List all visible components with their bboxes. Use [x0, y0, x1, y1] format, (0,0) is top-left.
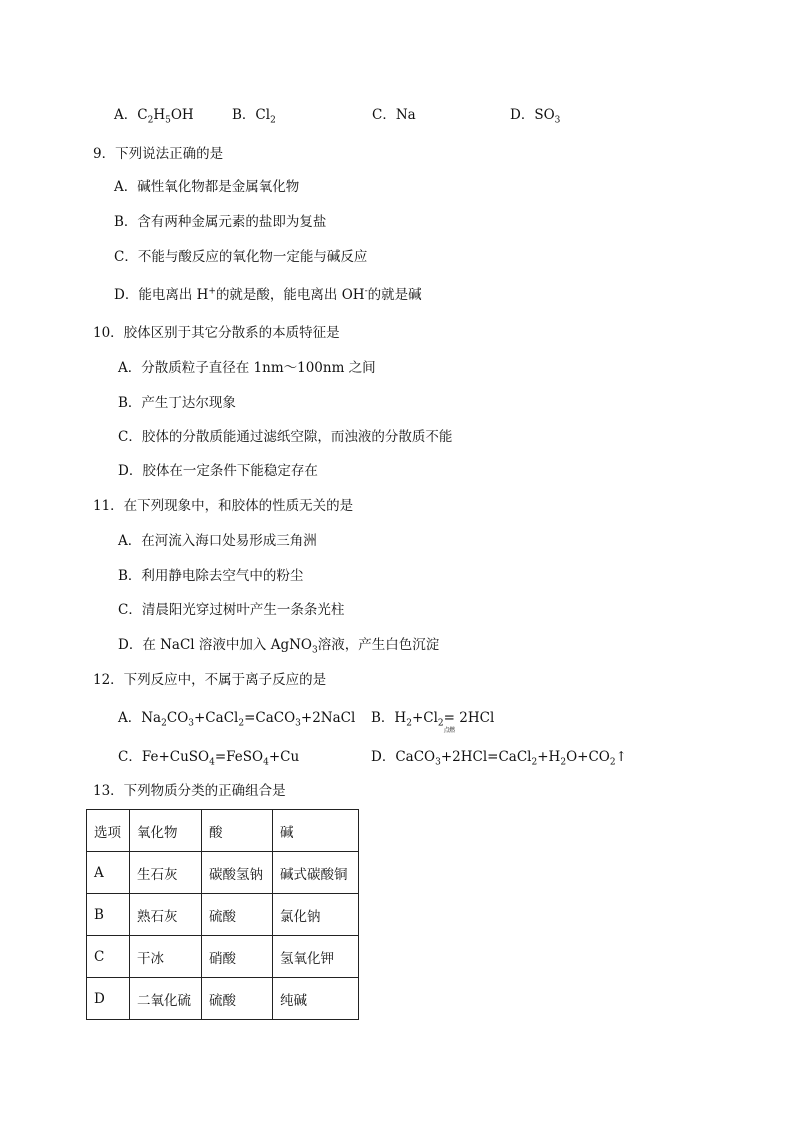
formula-sub: 2	[161, 718, 167, 729]
formula-part: OH	[170, 107, 194, 123]
formula-part: H	[153, 107, 166, 123]
formula-sub: 3	[295, 718, 301, 729]
formula-sub: 4	[263, 757, 269, 768]
formula-sub: 2	[238, 718, 245, 729]
formula-sub: 2	[270, 115, 276, 126]
option-label: B．	[371, 710, 395, 726]
table-cell: 氯化钠	[273, 894, 359, 936]
formula-sub: 3	[188, 718, 194, 729]
formula-sub: 2	[437, 718, 444, 729]
text-part: D．能电离出 H	[114, 287, 209, 303]
text-part: 溶液，产生白色沉淀	[317, 637, 440, 653]
formula-part: CO	[166, 710, 189, 726]
formula-part: +H	[537, 749, 561, 765]
classification-table	[86, 809, 359, 1020]
reaction-condition: 点燃	[443, 727, 455, 734]
equals-sign: =	[443, 710, 455, 726]
superscript: -	[364, 286, 368, 297]
table-cell: 熟石灰	[130, 894, 202, 936]
formula-part: +CaCl	[194, 710, 239, 726]
table-cell: 生石灰	[130, 852, 202, 894]
formula-part: O+CO	[566, 749, 610, 765]
formula-sub: 3	[554, 115, 561, 126]
q8-a-formula	[137, 107, 194, 126]
formula-part: C	[137, 107, 148, 123]
table-cell: C	[87, 936, 130, 978]
q10-stem: 10．胶体区别于其它分散系的本质特征是	[93, 325, 340, 341]
formula-part: +Cl	[411, 710, 438, 726]
table-row	[87, 852, 359, 894]
formula-part: +2HCl=CaCl	[440, 749, 532, 765]
formula-part: ↑	[615, 749, 627, 765]
table-row	[87, 978, 359, 1020]
q10-option-a: A．分散质粒子直径在 1nm～100nm 之间	[118, 360, 376, 376]
table-cell: 硝酸	[202, 936, 273, 978]
table-header-row	[87, 810, 359, 852]
table-header-cell: 选项	[87, 810, 130, 852]
table-cell: 硫酸	[202, 978, 273, 1020]
q9-option-b: B．含有两种金属元素的盐即为复盐	[114, 214, 327, 230]
q12-option-a	[118, 709, 355, 727]
q10-option-b: B．产生丁达尔现象	[118, 395, 236, 411]
table-row	[87, 894, 359, 936]
formula-sub: 3	[311, 645, 318, 656]
q11-option-a: A．在河流入海口处易形成三角洲	[118, 533, 317, 549]
q11-option-c: C．清晨阳光穿过树叶产生一条条光柱	[118, 602, 345, 618]
table-cell: B	[87, 894, 130, 936]
text-part: D．在 NaCl 溶液中加入 AgNO	[118, 637, 312, 653]
table-cell: 二氧化硫	[130, 978, 202, 1020]
q10-option-c: C．胶体的分散质能通过滤纸空隙，而浊液的分散质不能	[118, 429, 453, 445]
q10-option-d: D．胶体在一定条件下能稳定存在	[118, 463, 318, 479]
formula-sub: 3	[435, 757, 441, 768]
q8-option-d	[510, 106, 560, 124]
reaction-arrow	[443, 709, 455, 734]
formula-part: C．Fe+CuSO	[118, 749, 210, 765]
table-row	[87, 936, 359, 978]
q9-option-c: C．不能与酸反应的氧化物一定能与碱反应	[114, 249, 368, 265]
formula-part: =FeSO	[214, 749, 264, 765]
formula-part: +2NaCl	[300, 710, 356, 726]
table-cell: 氢氧化钾	[273, 936, 359, 978]
table-cell: 干冰	[130, 936, 202, 978]
option-label: C．	[372, 107, 396, 123]
formula-part: D．CaCO	[371, 749, 436, 765]
formula-part: 2HCl	[459, 710, 495, 726]
formula-sub: 2	[147, 115, 154, 126]
option-label: B．	[232, 107, 256, 123]
q13-stem: 13．下列物质分类的正确组合是	[93, 783, 286, 799]
formula-sub: 2	[531, 757, 538, 768]
q8-option-c	[372, 106, 416, 124]
formula-part: +Cu	[268, 749, 300, 765]
table-header-cell: 氧化物	[130, 810, 202, 852]
text-part: 的就是酸，能电离出 OH	[215, 287, 365, 303]
formula-sub: 5	[165, 115, 171, 126]
q12-stem: 12．下列反应中，不属于离子反应的是	[93, 672, 327, 688]
formula-part: H	[394, 710, 407, 726]
q12-option-d	[371, 748, 627, 766]
option-label: D．	[510, 107, 535, 123]
q11-option-d	[118, 636, 439, 654]
table-cell: A	[87, 852, 130, 894]
table-cell: D	[87, 978, 130, 1020]
formula-part: Cl	[255, 107, 271, 123]
formula-part: SO	[534, 107, 555, 123]
formula-sub: 4	[209, 757, 215, 768]
table-cell: 硫酸	[202, 894, 273, 936]
table-cell: 碱式碳酸铜	[273, 852, 359, 894]
superscript: +	[208, 286, 216, 297]
q8-option-a	[114, 106, 194, 124]
text-part: 的就是碱	[367, 287, 422, 303]
formula-sub: 2	[406, 718, 412, 729]
table-cell: 纯碱	[273, 978, 359, 1020]
option-label: A．	[114, 107, 138, 123]
q11-stem: 11．在下列现象中，和胶体的性质无关的是	[93, 498, 354, 514]
q9-option-a: A．碱性氧化物都是金属氧化物	[114, 179, 300, 195]
formula-part: Na	[395, 107, 416, 123]
formula-part: A．Na	[118, 710, 162, 726]
formula-sub: 2	[560, 757, 567, 768]
table-cell: 碳酸氢钠	[202, 852, 273, 894]
table-header-cell: 碱	[273, 810, 359, 852]
formula-sub: 2	[609, 757, 616, 768]
q12-option-c	[118, 748, 299, 766]
q9-option-d	[114, 286, 422, 304]
q8-option-b	[232, 106, 276, 124]
table-header-cell: 酸	[202, 810, 273, 852]
formula-part: =CaCO	[244, 710, 296, 726]
q12-option-b	[371, 709, 495, 734]
q9-stem: 9．下列说法正确的是	[93, 146, 224, 162]
q11-option-b: B．利用静电除去空气中的粉尘	[118, 568, 304, 584]
